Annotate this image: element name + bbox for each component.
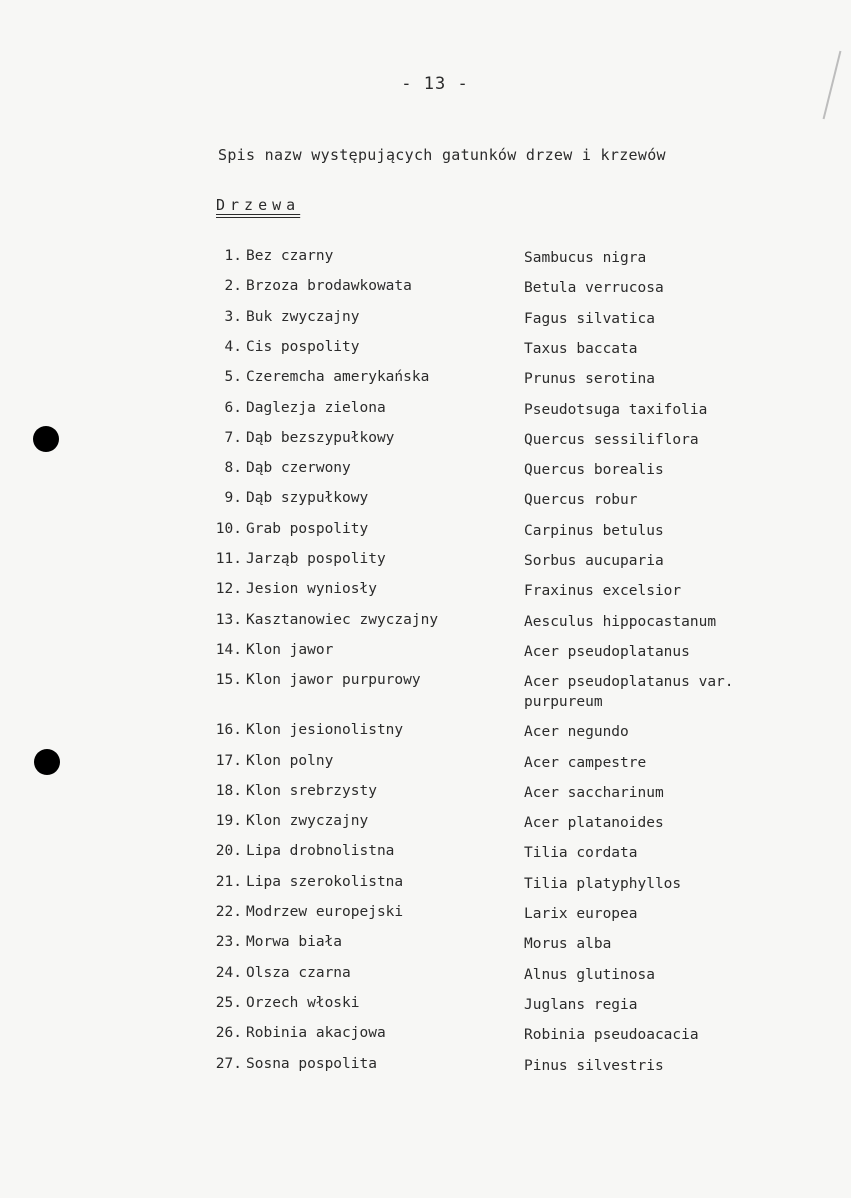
- latin-name: Carpinus betulus: [524, 522, 664, 539]
- latin-name-continuation: purpureum: [524, 694, 603, 711]
- latin-name: Tilia platyphyllos: [524, 875, 682, 892]
- polish-name: Klon polny: [246, 752, 334, 769]
- item-number: 24.: [215, 964, 242, 981]
- latin-name: Prunus serotina: [524, 371, 655, 388]
- page-number: - 13 -: [401, 74, 469, 94]
- latin-name: Sambucus nigra: [524, 250, 647, 266]
- polish-name: Modrzew europejski: [246, 904, 404, 920]
- polish-name: Buk zwyczajny: [246, 308, 360, 325]
- latin-name: Taxus baccata: [524, 340, 638, 357]
- list-item: [206, 369, 806, 397]
- polish-name: Klon srebrzysty: [246, 782, 377, 799]
- polish-name: Daglezja zielona: [246, 399, 386, 416]
- latin-name: Alnus glutinosa: [524, 966, 655, 983]
- latin-name: Juglans regia: [524, 996, 638, 1013]
- latin-name: Betula verrucosa: [524, 280, 664, 297]
- item-number: 6.: [224, 399, 242, 416]
- polish-name: Klon jawor purpurowy: [246, 672, 421, 689]
- item-number: 8.: [224, 460, 242, 477]
- list-item: [206, 995, 806, 1023]
- item-number: 14.: [215, 641, 242, 658]
- item-number: 12.: [215, 581, 242, 598]
- section-heading: Drzewa: [216, 196, 301, 214]
- list-item: [206, 843, 806, 871]
- polish-name: Robinia akacjowa: [246, 1025, 386, 1042]
- item-number: 15.: [215, 672, 242, 689]
- latin-name: Fraxinus excelsior: [524, 583, 682, 600]
- polish-name: Dąb szypułkowy: [246, 490, 369, 507]
- list-item: [206, 490, 806, 518]
- polish-name: Jarząb pospolity: [246, 551, 386, 567]
- document-title: Spis nazw występujących gatunków drzew i krzewów: [218, 146, 666, 164]
- list-item: [206, 672, 806, 711]
- item-number: 18.: [215, 782, 242, 799]
- list-item: [206, 278, 806, 306]
- list-item: [206, 1025, 806, 1053]
- item-number: 20.: [215, 843, 242, 860]
- item-number: 27.: [215, 1055, 242, 1072]
- list-item: [206, 460, 806, 488]
- latin-name: Morus alba: [524, 936, 612, 953]
- item-number: 9.: [224, 490, 242, 507]
- list-item: [206, 248, 806, 276]
- polish-name: Lipa drobnolistna: [246, 843, 395, 860]
- paper-edge-mark: [823, 51, 842, 119]
- polish-name: Bez czarny: [246, 248, 334, 264]
- item-number: 7.: [224, 429, 242, 446]
- polish-name: Sosna pospolita: [246, 1055, 377, 1072]
- polish-name: Brzoza brodawkowata: [246, 278, 412, 295]
- item-number: 10.: [215, 520, 242, 537]
- latin-name: Acer campestre: [524, 754, 647, 771]
- latin-name: Quercus borealis: [524, 462, 664, 479]
- polish-name: Dąb bezszypułkowy: [246, 429, 395, 446]
- polish-name: Orzech włoski: [246, 994, 360, 1011]
- polish-name: Klon zwyczajny: [246, 813, 369, 830]
- item-number: 3.: [224, 308, 242, 325]
- polish-name: Klon jesionolistny: [246, 722, 404, 739]
- polish-name: Jesion wyniosły: [246, 581, 377, 598]
- list-item: [206, 430, 806, 458]
- item-number: 21.: [215, 873, 242, 890]
- latin-name: Tilia cordata: [524, 845, 638, 862]
- punch-hole: [34, 749, 60, 775]
- latin-name: Larix europea: [524, 906, 638, 922]
- latin-name: Pseudotsuga taxifolia: [524, 401, 708, 418]
- polish-name: Czeremcha amerykańska: [246, 369, 430, 386]
- polish-name: Kasztanowiec zwyczajny: [246, 611, 439, 628]
- list-item: [206, 1056, 806, 1084]
- list-item: [206, 339, 806, 367]
- latin-name: Aesculus hippocastanum: [524, 613, 717, 630]
- item-number: 17.: [215, 752, 242, 769]
- latin-name: Fagus silvatica: [524, 310, 655, 327]
- item-number: 25.: [215, 994, 242, 1011]
- item-number: 23.: [215, 934, 242, 951]
- item-number: 22.: [215, 904, 242, 920]
- list-item: [206, 753, 806, 781]
- list-item: [206, 581, 806, 609]
- latin-name: Sorbus aucuparia: [524, 553, 664, 569]
- list-item: [206, 400, 806, 428]
- item-number: 26.: [215, 1025, 242, 1042]
- item-number: 5.: [224, 369, 242, 386]
- item-number: 1.: [224, 248, 242, 264]
- item-number: 16.: [215, 722, 242, 739]
- list-item: [206, 551, 806, 579]
- list-item: [206, 521, 806, 549]
- latin-name: Acer negundo: [524, 724, 629, 741]
- list-item: [206, 309, 806, 337]
- item-number: 11.: [215, 551, 242, 567]
- latin-name: Pinus silvestris: [524, 1057, 664, 1074]
- list-item: [206, 965, 806, 993]
- list-item: [206, 874, 806, 902]
- item-number: 2.: [224, 278, 242, 295]
- latin-name: Quercus sessiliflora: [524, 431, 699, 448]
- list-item: [206, 612, 806, 640]
- list-item: [206, 642, 806, 670]
- item-number: 19.: [215, 813, 242, 830]
- latin-name: Acer pseudoplatanus var.: [524, 674, 734, 691]
- list-item: [206, 934, 806, 962]
- list-item: [206, 813, 806, 841]
- polish-name: Olsza czarna: [246, 964, 351, 981]
- list-item: [206, 783, 806, 811]
- polish-name: Cis pospolity: [246, 338, 360, 355]
- polish-name: Lipa szerokolistna: [246, 873, 404, 890]
- punch-hole: [33, 426, 59, 452]
- latin-name: Acer platanoides: [524, 815, 664, 832]
- polish-name: Morwa biała: [246, 934, 343, 951]
- item-number: 13.: [215, 611, 242, 628]
- list-item: [206, 904, 806, 932]
- polish-name: Klon jawor: [246, 641, 334, 658]
- polish-name: Dąb czerwony: [246, 460, 351, 477]
- polish-name: Grab pospolity: [246, 520, 369, 537]
- list-item: [206, 722, 806, 750]
- latin-name: Quercus robur: [524, 492, 638, 509]
- latin-name: Robinia pseudoacacia: [524, 1027, 699, 1044]
- latin-name: Acer saccharinum: [524, 784, 664, 801]
- item-number: 4.: [224, 338, 242, 355]
- latin-name: Acer pseudoplatanus: [524, 643, 690, 660]
